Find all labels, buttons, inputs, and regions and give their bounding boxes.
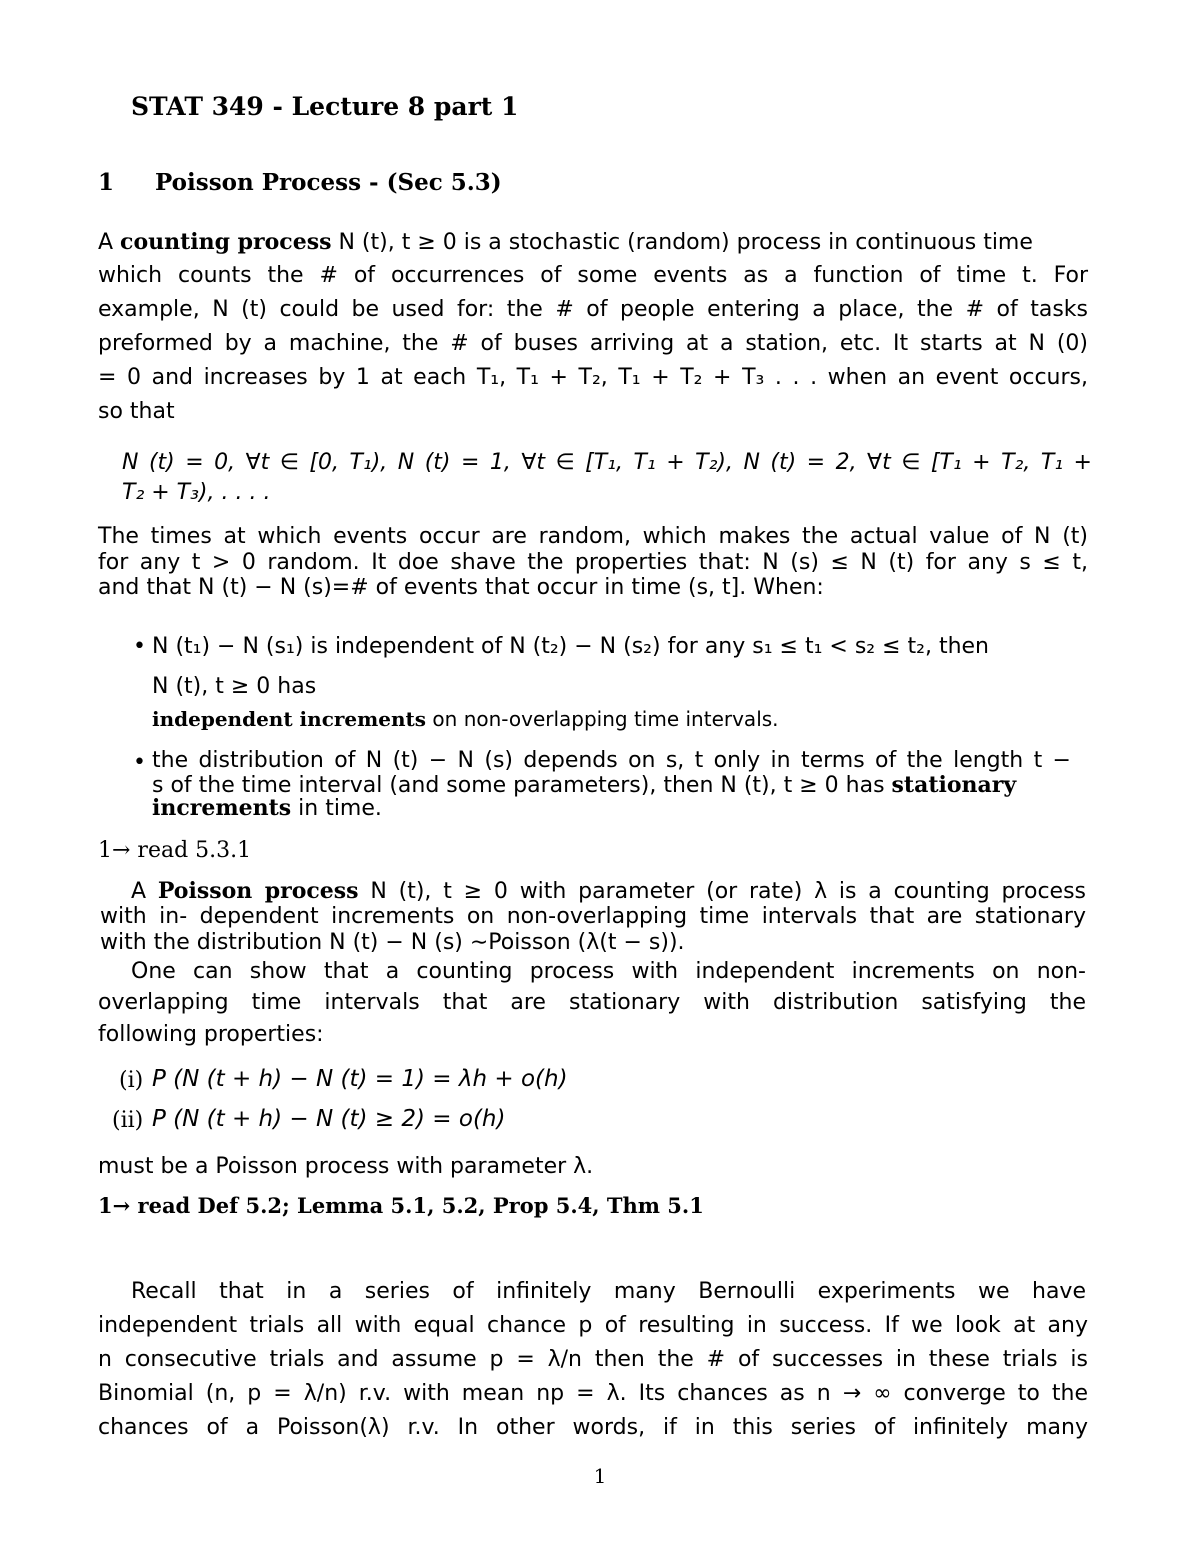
bullet-item: increments in time.	[152, 795, 382, 821]
paragraph-line: chances of a Poisson(λ) r.v. In other words, if in this series of infinitely many	[98, 1415, 1088, 1440]
paragraph-line: Binomial (n, p = λ/n) r.v. with mean np = λ. Its chances as n → ∞ converge to the	[98, 1381, 1088, 1406]
read-note: 1→ read 5.3.1	[98, 838, 252, 863]
term-counting-process: counting process	[120, 229, 332, 255]
bullet-marker: •	[133, 750, 146, 775]
term-increments: increments	[152, 795, 292, 821]
paragraph-line: overlapping time intervals that are stationary with distribution satisfying the	[98, 990, 1086, 1015]
equation-line: N (t) = 0, ∀t ∈ [0, T₁), N (t) = 1, ∀t ∈ [T₁, T₁ + T₂), N (t) = 2, ∀t ∈ [T₁ + T₂, T₁ +	[122, 450, 1092, 475]
property-formula: P (N (t + h) − N (t) = 1) = λh + o(h)	[152, 1066, 568, 1092]
paragraph-line: n consecutive trials and assume p = λ/n then the # of successes in these trials is	[98, 1347, 1088, 1372]
page-title: STAT 349 - Lecture 8 part 1	[131, 92, 519, 121]
bullet-item: N (t), t ≥ 0 has	[152, 674, 317, 699]
page-number: 1	[593, 1464, 607, 1488]
term-poisson-process: Poisson process	[157, 878, 359, 904]
term-stationary: stationary	[891, 772, 1017, 798]
paragraph-line: with in- dependent increments on non-overlapping time intervals that are stationary	[100, 904, 1086, 929]
paragraph-line: The times at which events occur are random, which makes the actual value of N (t)	[98, 524, 1088, 549]
bullet-item: N (t₁) − N (s₁) is independent of N (t₂) − N (s₂) for any s₁ ≤ t₁ < s₂ ≤ t₂, then	[152, 634, 989, 659]
paragraph-line: and that N (t) − N (s)=# of events that occur in time (s, t]. When:	[98, 575, 824, 600]
paragraph-line: must be a Poisson process with parameter λ.	[98, 1154, 594, 1179]
bullet-item: the distribution of N (t) − N (s) depends on s, t only in terms of the length t −	[152, 748, 1071, 773]
term-independent-increments: independent increments	[152, 707, 427, 731]
section-title: Poisson Process - (Sec 5.3)	[155, 169, 502, 196]
section-number: 1	[98, 169, 115, 196]
property-label: (i)	[119, 1068, 144, 1093]
section-heading	[98, 168, 1088, 198]
bullet-item: independent increments on non-overlapping time intervals.	[152, 707, 779, 731]
paragraph-line: independent trials all with equal chance p of resulting in success. If we look at any	[98, 1313, 1088, 1338]
bullet-item: s of the time interval (and some parameters), then N (t), t ≥ 0 has stationary	[152, 772, 1017, 798]
paragraph-line: example, N (t) could be used for: the # of people entering a place, the # of tasks	[98, 297, 1088, 322]
paragraph-line: with the distribution N (t) − N (s) ∼Poisson (λ(t − s)).	[100, 930, 685, 955]
bullet-marker: •	[133, 634, 146, 659]
paragraph-line: so that	[98, 399, 175, 424]
paragraph-line: One can show that a counting process with independent increments on non-	[131, 959, 1086, 984]
paragraph-line: preformed by a machine, the # of buses arriving at a station, etc. It starts at N (0)	[98, 331, 1088, 356]
property-label: (ii)	[112, 1108, 144, 1133]
property-formula: P (N (t + h) − N (t) ≥ 2) = o(h)	[152, 1106, 506, 1132]
paragraph-line: A counting process N (t), t ≥ 0 is a stochastic (random) process in continuous time	[98, 229, 1033, 255]
paragraph-line: following properties:	[98, 1022, 324, 1047]
paragraph-line: = 0 and increases by 1 at each T₁, T₁ + T₂, T₁ + T₂ + T₃ . . . when an event occurs,	[98, 365, 1088, 390]
paragraph-line: which counts the # of occurrences of some events as a function of time t. For	[98, 263, 1088, 288]
paragraph-line: A Poisson process N (t), t ≥ 0 with parameter (or rate) λ is a counting process	[131, 878, 1086, 904]
paragraph-line: Recall that in a series of infinitely many Bernoulli experiments we have	[131, 1279, 1086, 1304]
equation-line: T₂ + T₃), . . . .	[122, 480, 271, 505]
paragraph-line: for any t > 0 random. It doe shave the properties that: N (s) ≤ N (t) for any s ≤ t,	[98, 550, 1088, 575]
read-note: 1→ read Def 5.2; Lemma 5.1, 5.2, Prop 5.4, Thm 5.1	[98, 1193, 704, 1218]
